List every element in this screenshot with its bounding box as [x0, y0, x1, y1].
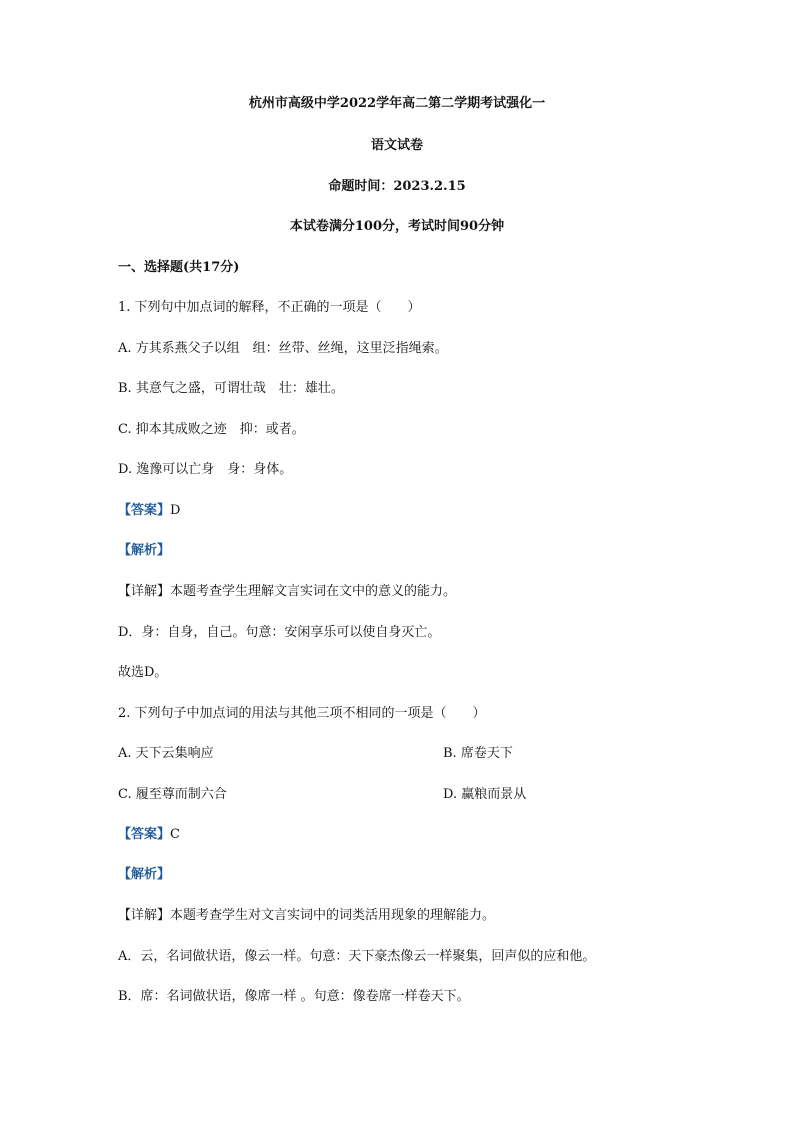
question-2-option-a: A. 天下云集响应	[118, 746, 214, 761]
question-1-detail	[118, 583, 456, 601]
question-1-option-b: B. 其意气之盛，可谓壮哉 壮：雄壮。	[118, 381, 344, 396]
question-1-stem: 1. 下列句中加点词的解释，不正确的一项是（ ）	[118, 300, 421, 315]
document-subtitle: 语文试卷	[370, 138, 423, 153]
analysis-tag: 【解析】	[118, 867, 171, 882]
answer-tag: 【答案】	[118, 827, 171, 842]
question-1-option-a: A. 方其系燕父子以组 组：丝带、丝绳，这里泛指绳索。	[118, 341, 448, 356]
question-2-option-d: D. 赢粮而景从	[443, 787, 527, 802]
date-line: 命题时间：2023.2.15	[328, 179, 466, 194]
question-2-explanation-a: A．云，名词做状语，像云一样。句意：天下豪杰像云一样聚集，回声似的应和他。	[118, 949, 596, 964]
question-2-answer	[118, 826, 180, 844]
question-2-detail	[118, 907, 495, 925]
question-2-option-c: C. 履至尊而制六合	[118, 787, 227, 802]
question-1-answer	[118, 502, 180, 520]
document-title: 杭州市高级中学2022学年高二第二学期考试强化一	[248, 96, 546, 111]
answer-tag: 【答案】	[118, 503, 171, 518]
question-2-stem: 2. 下列句子中加点词的用法与其他三项不相同的一项是（ ）	[118, 706, 486, 721]
question-2-analysis-tag	[118, 866, 170, 884]
answer-value: C	[170, 827, 180, 842]
question-1-explanation: D．身：自身，自己。句意：安闲享乐可以使自身灭亡。	[118, 625, 441, 640]
analysis-tag: 【解析】	[118, 543, 171, 558]
detail-tag: 【详解】	[118, 908, 171, 923]
answer-value: D	[170, 503, 181, 518]
detail-tag: 【详解】	[118, 584, 171, 599]
question-2-explanation-b: B．席：名词做状语，像席一样 。句意：像卷席一样卷天下。	[118, 989, 470, 1004]
detail-text: 本题考查学生对文言实词中的词类活用现象的理解能力。	[170, 908, 496, 923]
question-1-option-c: C. 抑本其成败之迹 抑：或者。	[118, 422, 305, 437]
section-heading: 一、选择题(共17分)	[118, 260, 240, 275]
question-2-option-b: B. 席卷天下	[443, 746, 513, 761]
question-1-conclusion: 故选D。	[118, 665, 168, 680]
exam-info-line: 本试卷满分100分，考试时间90分钟	[289, 219, 505, 234]
question-1-analysis-tag	[118, 542, 170, 560]
question-1-option-d: D. 逸豫可以亡身 身：身体。	[118, 462, 293, 477]
detail-text: 本题考查学生理解文言实词在文中的意义的能力。	[170, 584, 457, 599]
